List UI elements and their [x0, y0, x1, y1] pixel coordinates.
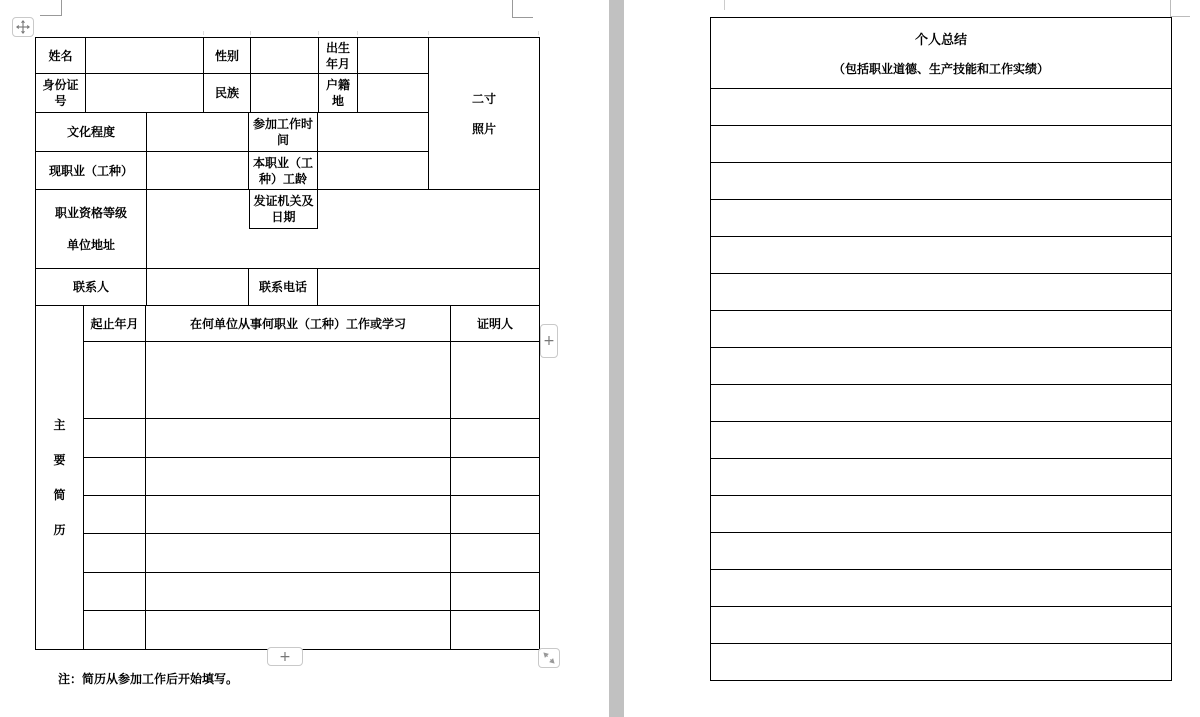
resume-row-duration[interactable]	[84, 496, 146, 534]
application-form-table	[35, 37, 540, 650]
field-label-occupation-years: 本职业（工种）工龄	[249, 152, 318, 190]
summary-row[interactable]	[711, 644, 1171, 680]
field-value-work-start[interactable]	[318, 113, 429, 152]
resume-row-detail[interactable]	[146, 419, 451, 458]
field-value-birth-date[interactable]	[358, 38, 429, 74]
summary-row[interactable]	[711, 237, 1171, 274]
page2-margin-mark-left	[724, 0, 725, 10]
resume-row-witness[interactable]	[451, 534, 539, 573]
move-cross-arrows-icon	[16, 20, 30, 34]
resume-row-duration[interactable]	[84, 458, 146, 496]
column-tick	[538, 31, 539, 35]
plus-icon: +	[279, 648, 291, 665]
form-footnote: 注：简历从参加工作后开始填写。	[58, 672, 239, 686]
resume-row-detail[interactable]	[146, 534, 451, 573]
field-value-occupation-years[interactable]	[318, 152, 429, 190]
resume-row-duration[interactable]	[84, 611, 146, 649]
field-label-unit-address: 单位地址	[66, 237, 115, 252]
page2-margin-mark-right-h	[1170, 16, 1190, 17]
plus-icon: +	[543, 333, 555, 349]
resume-col-detail: 在何单位从事何职业（工种）工作或学习	[146, 306, 451, 342]
resume-row-detail[interactable]	[146, 458, 451, 496]
field-label-qualification-level: 职业资格等级	[54, 206, 127, 221]
summary-row[interactable]	[711, 496, 1171, 533]
field-label-household: 户籍地	[319, 74, 358, 113]
summary-rows	[711, 89, 1171, 680]
field-value-education[interactable]	[147, 113, 249, 152]
summary-row[interactable]	[711, 311, 1171, 348]
summary-header-cell	[711, 18, 1171, 89]
column-tick	[250, 31, 251, 35]
resume-row-duration[interactable]	[84, 573, 146, 611]
page2-margin-mark-right-v	[1170, 0, 1171, 16]
summary-title: 个人总结	[914, 33, 967, 48]
summary-row[interactable]	[711, 163, 1171, 200]
field-label-work-start: 参加工作时间	[249, 113, 318, 152]
summary-row[interactable]	[711, 126, 1171, 163]
resume-row-witness[interactable]	[451, 342, 539, 419]
resume-row-witness[interactable]	[451, 573, 539, 611]
resume-row-detail[interactable]	[146, 611, 451, 649]
field-value-gender[interactable]	[251, 38, 319, 74]
resume-row-duration[interactable]	[84, 342, 146, 419]
summary-row[interactable]	[711, 89, 1171, 126]
summary-subtitle: （包括职业道德、生产技能和工作实绩）	[832, 62, 1049, 76]
field-label-qualification-block	[36, 190, 147, 269]
field-label-contact-phone: 联系电话	[249, 269, 318, 306]
field-label-gender: 性别	[204, 38, 251, 74]
table-move-handle[interactable]	[12, 17, 34, 37]
column-tick	[203, 31, 204, 35]
field-label-birth-date: 出生年月	[319, 38, 358, 74]
resume-section-label: 主要简历	[53, 417, 66, 537]
summary-row[interactable]	[711, 570, 1171, 607]
summary-row[interactable]	[711, 385, 1171, 422]
diagonal-resize-arrows-icon	[542, 651, 556, 665]
summary-row[interactable]	[711, 348, 1171, 385]
summary-row[interactable]	[711, 607, 1171, 644]
field-value-name[interactable]	[86, 38, 204, 74]
field-value-ethnicity[interactable]	[251, 74, 319, 113]
column-tick	[318, 31, 319, 35]
resume-row-witness[interactable]	[451, 496, 539, 534]
summary-row[interactable]	[711, 274, 1171, 311]
resume-col-duration: 起止年月	[84, 306, 146, 342]
margin-mark-topright-v	[512, 0, 513, 17]
table-resize-handle[interactable]	[538, 648, 560, 668]
resume-row-witness[interactable]	[451, 419, 539, 458]
resume-row-detail[interactable]	[146, 573, 451, 611]
summary-row[interactable]	[711, 422, 1171, 459]
resume-col-witness: 证明人	[451, 306, 539, 342]
margin-mark-topleft-h	[40, 15, 62, 16]
field-label-education: 文化程度	[36, 113, 147, 152]
field-label-name: 姓名	[36, 38, 86, 74]
resume-row-detail[interactable]	[146, 496, 451, 534]
photo-placeholder-label: 二寸照片	[471, 91, 496, 136]
field-label-issuing-authority: 发证机关及日期	[249, 190, 318, 229]
qualification-address-value-area[interactable]	[147, 190, 539, 269]
summary-row[interactable]	[711, 533, 1171, 570]
photo-cell[interactable]	[429, 38, 539, 190]
margin-mark-topleft-v	[61, 0, 62, 15]
field-label-contact-person: 联系人	[36, 269, 147, 306]
field-label-id-number: 身份证号	[36, 74, 86, 113]
add-row-button[interactable]	[267, 647, 303, 666]
field-label-ethnicity: 民族	[204, 74, 251, 113]
field-value-contact-phone[interactable]	[318, 269, 539, 306]
page-gap-divider	[609, 0, 624, 717]
personal-summary-table	[710, 17, 1172, 681]
column-tick	[428, 31, 429, 35]
column-tick	[357, 31, 358, 35]
resume-row-witness[interactable]	[451, 458, 539, 496]
field-value-household[interactable]	[358, 74, 429, 113]
resume-row-detail[interactable]	[146, 342, 451, 419]
field-value-current-occupation[interactable]	[147, 152, 249, 190]
resume-row-witness[interactable]	[451, 611, 539, 649]
margin-mark-topright-h	[512, 17, 533, 18]
summary-row[interactable]	[711, 200, 1171, 237]
summary-row[interactable]	[711, 459, 1171, 496]
field-label-current-occupation: 现职业（工种）	[36, 152, 147, 190]
resume-row-duration[interactable]	[84, 534, 146, 573]
resume-row-duration[interactable]	[84, 419, 146, 458]
field-value-id-number[interactable]	[86, 74, 204, 113]
field-value-contact-person[interactable]	[147, 269, 249, 306]
resume-section-label-cell	[36, 306, 84, 649]
add-column-button[interactable]	[540, 324, 558, 358]
